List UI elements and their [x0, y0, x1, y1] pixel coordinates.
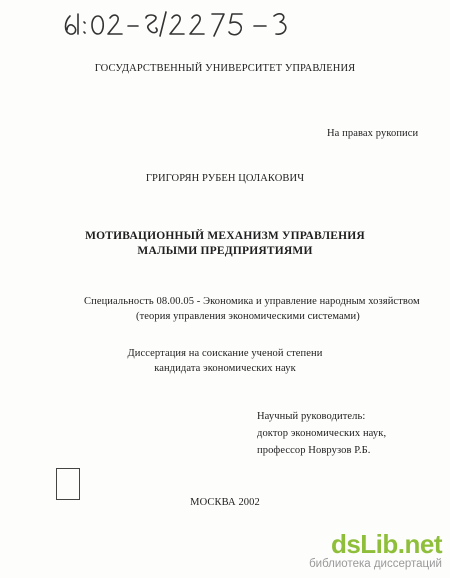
university-name: ГОСУДАРСТВЕННЫЙ УНИВЕРСИТЕТ УПРАВЛЕНИЯ	[94, 63, 356, 74]
author-name: ГРИГОРЯН РУБЕН ЦОЛАКОВИЧ	[145, 173, 305, 184]
rights-note: На правах рукописи	[327, 128, 419, 139]
handwritten-catalog-code	[62, 4, 332, 40]
dissertation-title-line-1: МОТИВАЦИОННЫЙ МЕХАНИЗМ УПРАВЛЕНИЯ	[85, 230, 365, 242]
supervisor-degree: доктор экономических наук,	[257, 428, 387, 439]
watermark	[309, 531, 442, 570]
specialty-line-2: (теория управления экономическими системами)	[136, 311, 360, 322]
specialty-line-1: Специальность 08.00.05 - Экономика и управление народным хозяйством	[84, 296, 420, 307]
degree-line-1: Диссертация на соискание ученой степени	[127, 348, 323, 359]
degree-line-2: кандидата экономических наук	[154, 363, 296, 374]
city-year: МОСКВА 2002	[190, 497, 260, 508]
watermark-logo: dsLib.net	[330, 529, 442, 559]
watermark-subtitle: библиотека диссертаций	[309, 558, 442, 570]
dissertation-title-line-2: МАЛЫМИ ПРЕДПРИЯТИЯМИ	[137, 245, 313, 257]
supervisor-label: Научный руководитель:	[257, 411, 366, 422]
supervisor-name: профессор Новрузов Р.Б.	[257, 445, 371, 456]
library-stamp-icon	[56, 468, 80, 500]
handwritten-code-drawing	[62, 4, 332, 40]
